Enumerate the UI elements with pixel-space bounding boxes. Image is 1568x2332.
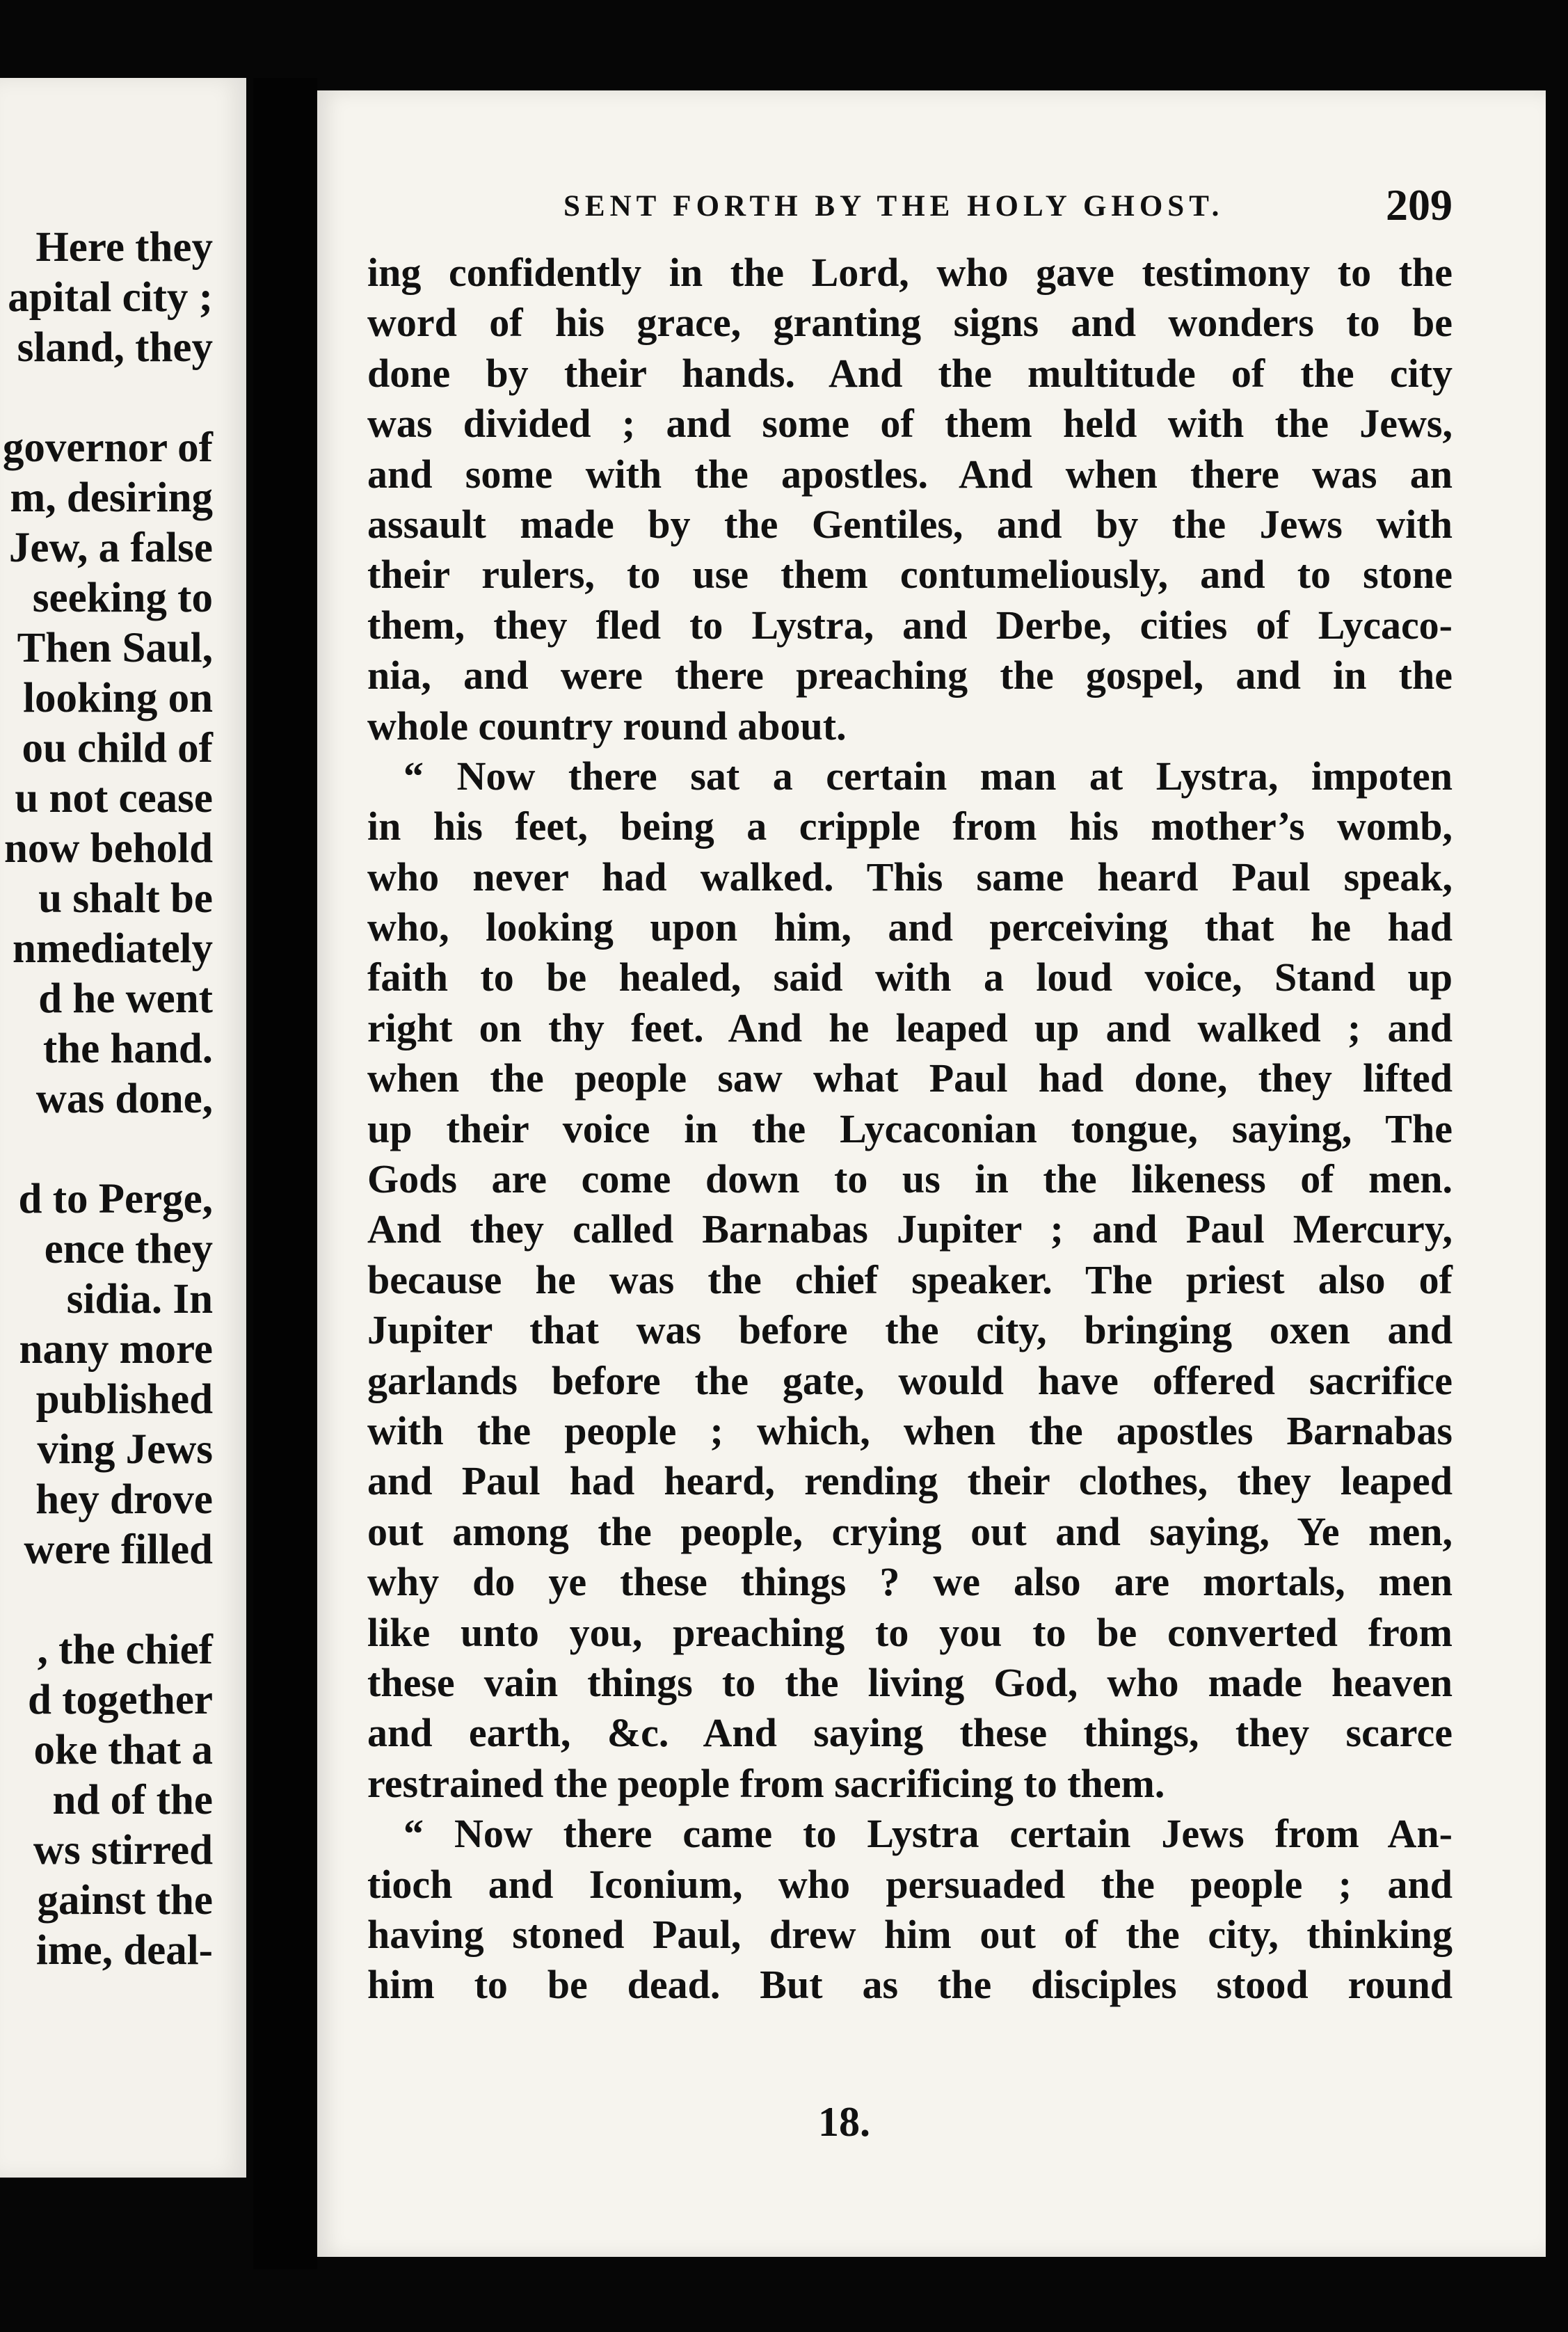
text-line: ing confidently in the Lord, who gave testimony to the xyxy=(367,250,1453,295)
previous-page-line: the hand. xyxy=(42,1025,213,1072)
text-line: done by their hands. And the multitude of the city xyxy=(367,350,1453,396)
signature-mark: 18. xyxy=(818,2099,870,2145)
previous-page-line: apital city ; xyxy=(8,274,213,321)
current-page xyxy=(317,90,1546,2257)
text-line: “ Now there sat a certain man at Lystra, impoten xyxy=(403,753,1453,799)
previous-page-line: sidia. In xyxy=(66,1276,213,1323)
previous-page-line: ence they xyxy=(44,1226,213,1272)
previous-page-line: was done, xyxy=(35,1076,213,1122)
text-line: having stoned Paul, drew him out of the city, thinking xyxy=(367,1911,1453,1957)
text-line: Gods are come down to us in the likeness of men. xyxy=(367,1156,1453,1202)
previous-page-line: d to Perge, xyxy=(18,1176,213,1222)
previous-page-line: ou child of xyxy=(22,725,213,772)
previous-page-line: Then Saul, xyxy=(17,625,213,671)
previous-page-line: seeking to xyxy=(32,575,213,621)
text-line: right on thy feet. And he leaped up and walked ; and xyxy=(367,1005,1453,1051)
text-line: “ Now there came to Lystra certain Jews from An- xyxy=(403,1811,1453,1857)
previous-page-line: Jew, a false xyxy=(8,525,213,571)
previous-page-line: d together xyxy=(28,1677,213,1723)
text-line: and Paul had heard, rending their clothes, they leaped xyxy=(367,1458,1453,1504)
text-line: Jupiter that was before the city, bringing oxen and xyxy=(367,1307,1453,1353)
text-line: up their voice in the Lycaconian tongue, saying, The xyxy=(367,1105,1453,1151)
previous-page-line: u not cease xyxy=(15,775,213,822)
previous-page-line: nany more xyxy=(19,1326,213,1373)
text-line: whole country round about. xyxy=(367,703,847,749)
text-line: who, looking upon him, and perceiving that he had xyxy=(367,904,1453,950)
text-line: these vain things to the living God, who made heaven xyxy=(367,1659,1453,1705)
previous-page-text xyxy=(0,223,213,1976)
text-line: why do ye these things ? we also are mortals, men xyxy=(367,1559,1453,1605)
previous-page-line: governor of xyxy=(2,424,213,471)
text-line: tioch and Iconium, who persuaded the people ; and xyxy=(367,1861,1453,1907)
previous-page-line: d he went xyxy=(38,975,213,1022)
previous-page xyxy=(0,78,246,2178)
previous-page-line: Here they xyxy=(35,224,213,271)
running-head: SENT FORTH BY THE HOLY GHOST. xyxy=(563,190,1224,223)
text-line: like unto you, preaching to you to be converted from xyxy=(367,1609,1453,1655)
previous-page-line: now behold xyxy=(3,825,213,872)
page-header xyxy=(367,179,1453,242)
text-line: him to be dead. But as the disciples stood round xyxy=(367,1962,1453,2008)
text-line: with the people ; which, when the apostles Barnabas xyxy=(367,1407,1453,1453)
text-line: and some with the apostles. And when there was an xyxy=(367,451,1453,497)
previous-page-line: gainst the xyxy=(37,1877,213,1924)
book-gutter xyxy=(253,78,317,2269)
text-line: when the people saw what Paul had done, they lifted xyxy=(367,1055,1453,1101)
text-line: assault made by the Gentiles, and by the Jews with xyxy=(367,501,1453,547)
previous-page-line: nd of the xyxy=(52,1777,213,1823)
text-line: them, they fled to Lystra, and Derbe, cities of Lycaco- xyxy=(367,602,1453,648)
text-line: who never had walked. This same heard Paul speak, xyxy=(367,854,1453,900)
paragraph-gap xyxy=(0,1575,213,1625)
previous-page-line: , the chief xyxy=(37,1627,213,1673)
text-line: and earth, &c. And saying these things, they scarce xyxy=(367,1710,1453,1756)
paragraph-gap xyxy=(0,373,213,423)
text-line: word of his grace, granting signs and wonders to be xyxy=(367,300,1453,346)
previous-page-line: ving Jews xyxy=(37,1426,213,1473)
page-number: 209 xyxy=(1386,180,1453,230)
previous-page-line: hey drove xyxy=(35,1476,213,1523)
paragraph-gap xyxy=(0,1124,213,1174)
previous-page-line: nmediately xyxy=(12,925,213,972)
text-line: was divided ; and some of them held with the Jews, xyxy=(367,401,1453,447)
previous-page-line: u shalt be xyxy=(38,875,213,922)
previous-page-line: published xyxy=(35,1376,213,1423)
text-line: And they called Barnabas Jupiter ; and Paul Mercury, xyxy=(367,1206,1453,1252)
previous-page-line: oke that a xyxy=(33,1727,213,1773)
text-line: in his feet, being a cripple from his mother’s womb, xyxy=(367,804,1453,849)
previous-page-line: ime, deal- xyxy=(35,1927,213,1974)
text-line: out among the people, crying out and saying, Ye men, xyxy=(367,1508,1453,1554)
body-text xyxy=(367,248,1453,2011)
previous-page-line: sland, they xyxy=(17,324,213,371)
text-line: their rulers, to use them contumeliously, and to stone xyxy=(367,552,1453,598)
previous-page-line: looking on xyxy=(23,675,213,721)
previous-page-line: ws stirred xyxy=(33,1827,213,1874)
text-line: faith to be healed, said with a loud voice, Stand up xyxy=(367,955,1453,1000)
previous-page-line: were filled xyxy=(24,1526,213,1573)
text-line: because he was the chief speaker. The priest also of xyxy=(367,1256,1453,1302)
text-line: restrained the people from sacrificing to them. xyxy=(367,1760,1165,1806)
previous-page-line: m, desiring xyxy=(10,474,213,521)
text-line: garlands before the gate, would have offered sacrifice xyxy=(367,1357,1453,1403)
text-line: nia, and were there preaching the gospel, and in the xyxy=(367,653,1453,698)
